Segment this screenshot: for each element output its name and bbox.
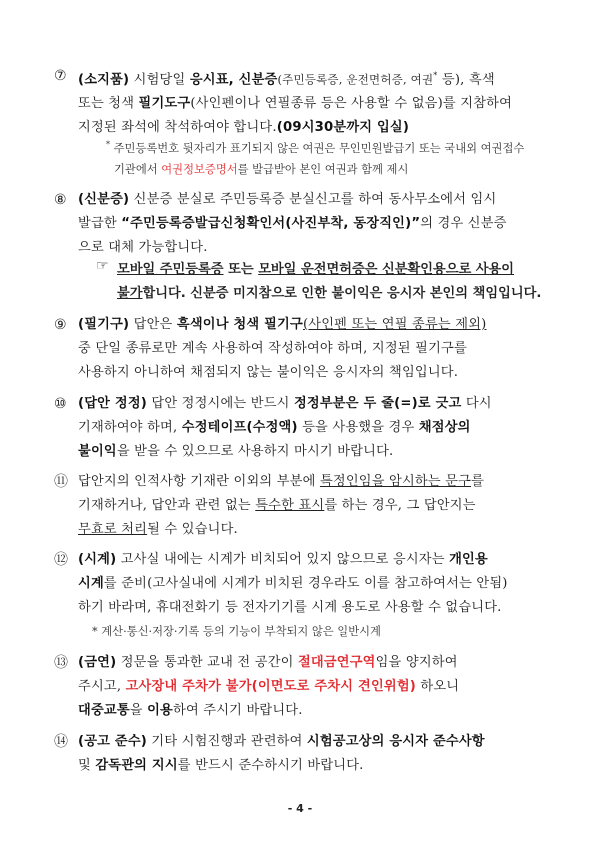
item-number: ⑧ [54,192,67,208]
item-number: ⑫ [54,552,69,568]
pointing-hand-icon: ☞ [96,258,109,274]
item-number: ⑬ [54,655,69,671]
item-number: ⑭ [54,734,69,750]
passport-info-certificate: 여권정보증명서 [161,162,238,176]
item-number: ⑪ [54,474,69,490]
item-writing-tools: ⑨ (필기구) 답안은 흑색이나 청색 필기구(사인펜 또는 연필 종류는 제외) 중 단일 종류로만 계속 사용하여 작성하여야 하며, 지정된 필기구를 사용하지 아니하여 채점되지 않는 불이익은 응시자의 책임입니다. [78,313,548,385]
item-identity-marks: ⑪ 답안지의 인적사항 기재란 이외의 부분에 특정인임을 암시하는 문구를 기재하거나, 답안과 관련 없는 특수한 표시를 하는 경우, 그 답안지는 무효로 처리될 수 있습니다. [78,470,548,542]
item-watch: ⑫ (시계) 고사실 내에는 시계가 비치되어 있지 않으므로 응시자는 개인용 시계를 준비(고사실내에 시계가 비치된 경우라도 이를 참고하여서는 안됨) 하기 바라며, 휴대전화기 등 전자기기를 시계 용도로 사용할 수 없습니다. [78,548,548,620]
passport-note: * 주민등록번호 뒷자리가 표기되지 않은 여권은 무인민원발급기 또는 국내외 여권접수 기관에서 여권정보증명서를 발급받아 본인 여권과 함께 제시 [106,140,525,176]
mobile-id-notice: 모바일 주민등록증 또는 모바일 운전면허증은 신분확인용으로 사용이 불가합니다. 신분증 미지참으로 인한 불이익은 응시자 본인의 책임입니다. [117,262,542,301]
item-title: (금연) [78,655,117,670]
item-id-card: ⑧ (신분증) 신분증 분실로 주민등록증 분실신고를 하여 동사무소에서 임시 발급한 “주민등록증발급신청확인서(사진부착, 동장직인)”의 경우 신분증 으로 대체 가능합니다. [78,188,548,260]
item-number: ⑨ [54,317,67,333]
item-answer-correction: ⑩ (답안 정정) 답안 정정시에는 반드시 정정부분은 두 줄(=)로 긋고 다시 기재하여야 하며, 수정테이프(수정액) 등을 사용했을 경우 채점상의 불이익을 받을 수 있으므로 사용하지 마시기 바랍니다. [78,392,548,464]
watch-note: * 계산·통신·저장·기록 등의 기능이 부착되지 않은 일반시계 [92,625,381,638]
item-belongings: ⑦ (소지품) 시험당일 응시표, 신분증(주민등록증, 운전면허증, 여권* 등), 흑색 또는 청색 필기도구(사인펜이나 연필종류 등은 사용할 수 없음)를 지참하여 지정된 좌석에 착석하여야 합니다.(09시30분까지 입실) [78,64,548,140]
item-title: (필기구) [78,317,130,332]
item-title: (신분증) [78,192,130,207]
item-title: (공고 준수) [78,734,148,749]
item-title: (소지품) [78,72,130,88]
item-number: ⑦ [54,68,67,84]
item-no-smoking: ⑬ (금연) 정문을 통과한 교내 전 공간이 절대금연구역임을 양지하여 주시고, 고사장내 주차가 불가(이면도로 주차시 견인위험) 하오니 대중교통을 이용하여 주시기 바랍니다. [78,651,548,723]
item-notice-compliance: ⑭ (공고 준수) 기타 시험진행과 관련하여 시험공고상의 응시자 준수사항 및 감독관의 지시를 반드시 준수하시기 바랍니다. [78,730,548,778]
item-number: ⑩ [54,396,67,412]
item-title: (답안 정정) [78,396,148,411]
item-title: (시계) [78,552,117,567]
page-number: - 4 - [287,802,313,815]
